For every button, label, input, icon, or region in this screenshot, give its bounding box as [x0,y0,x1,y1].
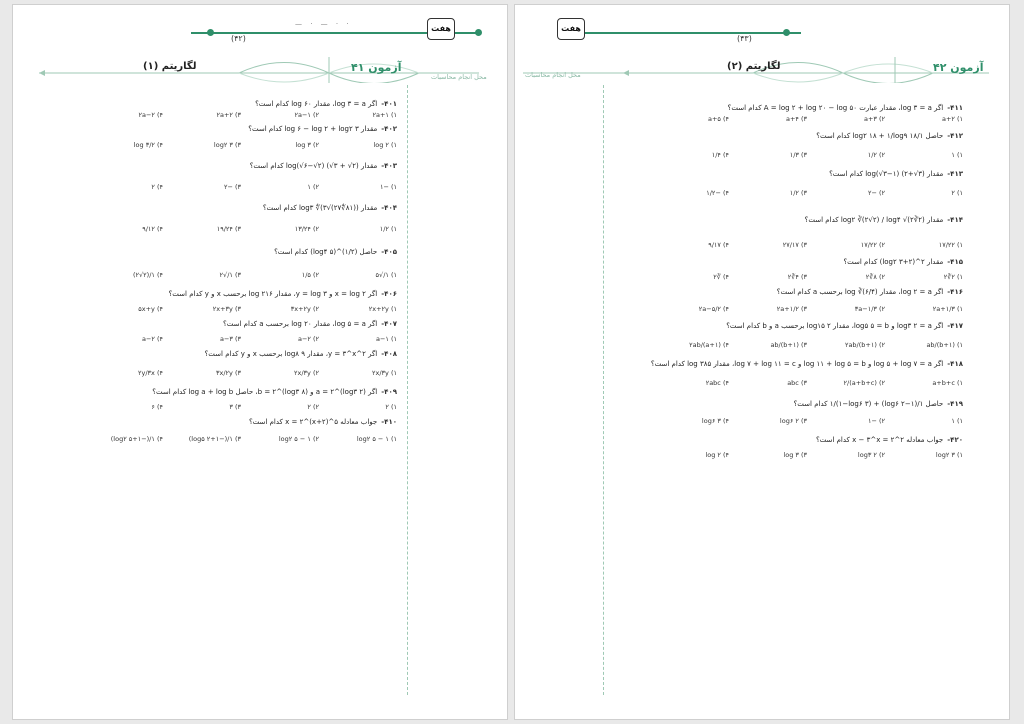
answer-option[interactable]: ۳) ۲a+۱/۲ [776,305,807,313]
answer-option[interactable]: ۳) ۲a+۲ [216,111,241,119]
question-item [85,385,397,411]
answer-option[interactable]: ۳) a+۴ [785,115,807,123]
answer-option[interactable]: ۴) ۶ [151,403,163,411]
answer-option[interactable]: ۴) ۱/(۲√۲) [132,271,163,279]
question-item [85,415,397,443]
answer-option[interactable]: ۱) ۲∛۲ [943,273,963,281]
question-text: جواب معادله ۲^x − ۳^x = ۲ کدام است؟ [815,436,944,444]
question-text: اگر a = ۲^(log۳ ۲) و b = ۲^(log۳ ۸)، حاصل log a + log b کدام است؟ [152,388,378,396]
calc-area-divider [407,85,408,695]
answer-option[interactable]: ۲) ۲−a [297,335,319,343]
answer-option[interactable]: ۱) ۲ [385,403,397,411]
answer-option[interactable]: ۴) ۲a−۲ [138,111,163,119]
answer-option[interactable]: ۴) ∛۲ [713,273,729,281]
right-page [514,4,1010,720]
header-rule [575,32,801,34]
answer-option[interactable]: ۴) a+۵ [707,115,729,123]
question-number: ۴۰۹- [381,388,397,396]
answer-option[interactable]: ۱) ۱ [951,417,963,425]
question-text: حاصل ۱/(۱−log۶ ۲) + ۱/(۱−log۶ ۳) کدام است؟ [793,400,944,408]
answer-option[interactable]: ۳) ۱۹/۲۴ [216,225,241,233]
question-text: اگر log ۲ = a، مقدار log ∛(۶/۴) برحسب a کدام است؟ [776,288,944,296]
question-number: ۴۱۶- [947,288,963,296]
answer-option[interactable]: ۱) a+b+c [932,379,963,387]
answer-option[interactable]: ۱) ۱۷/۲۲ [938,241,963,249]
answer-option[interactable]: ۴) ۵x+y [138,305,163,313]
answer-option[interactable]: ۲) ۲a−۱ [294,111,319,119]
question-number: ۴۰۷- [381,320,397,328]
answer-option[interactable]: ۴) ۱/۴ [711,151,729,159]
calc-area-label: محل انجام محاسبات [431,73,487,81]
answer-option[interactable]: ۱) ۲ [951,189,963,197]
question-number: ۴۱۴- [947,216,963,224]
question-number: ۴۱۹- [947,400,963,408]
question-number: ۴۱۳- [947,170,963,178]
question-item [651,357,963,387]
header-dot [475,29,482,36]
question-text: حاصل (۱/۲)^(log۴ ۵) کدام است؟ [274,248,378,256]
question-item [85,317,397,343]
header-dot [207,29,214,36]
question-item [85,97,397,119]
answer-option[interactable]: ۴) ۲abc [705,379,729,387]
topic-title: لگاریتم (۱) [143,61,197,72]
answer-option[interactable]: ۲) −۲ [867,189,885,197]
exam-title: آزمون ۴۲ [933,61,984,74]
question-text: اگر log ۳ = a، مقدار عبارت A = log ۲ + log ۲۰ − log ۵۰ کدام است؟ [727,104,944,112]
question-item [85,159,397,191]
answer-option[interactable]: ۲) ۱۷/۲۲ [860,241,885,249]
question-number: ۴۰۸- [381,350,397,358]
question-number: ۴۱۵- [947,258,963,266]
answer-option[interactable]: ۲) log۳ ۲ [857,451,885,459]
answer-option[interactable]: ۴) ۲a−۵/۲ [698,305,729,313]
answer-option[interactable]: ۳) log ۳ [783,451,807,459]
answer-option[interactable]: ۴) ۹/۱۲ [142,225,163,233]
answer-option[interactable]: ۱) ab/(b+۱) [926,341,963,349]
header-dot [783,29,790,36]
question-number: ۴۱۰- [381,418,397,426]
question-number: ۴۱۱- [947,104,963,112]
answer-option[interactable]: ۳) ۱/√۲ [219,271,241,279]
answer-option[interactable]: ۲) ۲ab/(b+۱) [844,341,885,349]
exam-title: آزمون ۴۱ [351,61,402,74]
question-item [651,433,963,459]
answer-option[interactable]: ۳) ۲x+۳y [212,305,241,313]
question-item [85,287,397,313]
question-number: ۴۰۳- [381,162,397,170]
calc-area-label: محل انجام محاسبات [525,71,581,79]
answer-option[interactable]: ۱) ۱ [951,151,963,159]
answer-option[interactable]: ۴) log ۳/۲ [133,141,163,149]
answer-option[interactable]: ۲) (a+b+c)/۲ [843,379,885,387]
answer-option[interactable]: ۳) ۴∛۲ [787,273,807,281]
answer-option[interactable]: ۲) ۲ [307,403,319,411]
answer-option[interactable]: ۳) log۶ ۲ [779,417,807,425]
question-item [85,201,397,233]
left-page [12,4,508,720]
answer-option[interactable]: ۱) ۱/۲ [379,225,397,233]
question-text: اگر x = log ۲ و y = log ۳، مقدار log ۲۱۶ برحسب x و y کدام است؟ [168,290,378,298]
page-number: (۴۳) [737,34,752,43]
answer-option[interactable]: ۳) abc [787,379,807,387]
answer-option[interactable]: ۳) log۲ ۳ [213,141,241,149]
answer-option[interactable]: ۴) ۲y/۳x [138,369,163,377]
question-text: اگر log ۵ = a، مقدار log ۲۰ برحسب a کدام است؟ [223,320,378,328]
question-text: مقدار log(√۶−√۲) (√۳ + √۲) کدام است؟ [249,162,378,170]
question-text: مقدار log(√۳−۱) (۲+√۳) کدام است؟ [829,170,944,178]
answer-option[interactable]: ۴) ۹/۱۷ [708,241,729,249]
answer-option[interactable]: ۱) ۲x+۲y [368,305,397,313]
answer-option[interactable]: ۳) ۱/۲ [789,189,807,197]
answer-option[interactable]: ۱) ۲x/۳y [372,369,397,377]
calc-area-divider [603,85,604,695]
answer-option[interactable]: ۴) ۲ [151,183,163,191]
answer-option[interactable]: ۲) ۱ [307,183,319,191]
answer-option[interactable]: ۱) log۲ ۵ − ۱ [356,435,397,443]
section-header-band [39,57,479,83]
answer-option[interactable]: ۳) ۳ [229,403,241,411]
publisher-logo: هفت [427,18,455,40]
question-number: ۴۰۶- [381,290,397,298]
question-text: جواب معادله ۵^x = ۲^(x+۲) کدام است؟ [248,418,378,426]
question-text: مقدار log۲ ∛(۲√۲) / log۴ √(۲∛۲) کدام است؟ [804,216,944,224]
question-text: اگر log ۵ + log ۷ = a و log ۱۱ + log ۵ = b و log ۷ + log ۱۱ = c، مقدار log ۳۸۵ کدام است؟ [650,360,944,368]
answer-option[interactable]: ۲) ۱۳/۲۴ [294,225,319,233]
question-text: مقدار ۲^(۲+log۲ ۳) کدام است؟ [843,258,944,266]
answer-option[interactable]: ۱) log۲ ۳ [935,451,963,459]
question-number: ۴۱۷- [947,322,963,330]
question-number: ۴۰۴- [381,204,397,212]
question-item [651,213,963,249]
answer-option[interactable]: ۲) ۱/۲ [867,151,885,159]
answer-option[interactable]: ۲) ۳x+۲y [290,305,319,313]
question-text: اگر log ۳ = a، مقدار log ۶۰ کدام است؟ [255,100,378,108]
question-item [651,397,963,425]
answer-option[interactable]: ۱) ۲a+۱ [372,111,397,119]
question-item [651,319,963,349]
header-scribble: — · — · · [295,20,352,28]
question-number: ۴۰۲- [381,125,397,133]
answer-option[interactable]: ۳) (b+۱)/ab [770,341,807,349]
answer-option[interactable]: ۴) log ۲ [705,451,729,459]
question-number: ۴۱۸- [947,360,963,368]
answer-option[interactable]: ۴) ۲ab/(a+۱) [689,341,729,349]
question-item [651,255,963,281]
answer-option[interactable]: ۲) ۱/۵ [301,271,319,279]
answer-option[interactable]: ۱) ۲a+۱/۳ [932,305,963,313]
answer-option[interactable]: ۴) log۶ ۳ [701,417,729,425]
question-item [651,129,963,159]
answer-option[interactable]: ۱) −۱ [379,183,397,191]
question-text: اگر ۲^y = ۳^x، مقدار log۸ ۹ برحسب x و y کدام است؟ [204,350,378,358]
answer-option[interactable]: ۴) ۱/(−۱+log۲ ۵) [110,435,163,443]
question-item [651,167,963,197]
answer-option[interactable]: ۱) a+۲ [941,115,963,123]
question-number: ۴۰۱- [381,100,397,108]
wave-ornament-icon [39,57,479,83]
answer-option[interactable]: ۱) log ۲ [373,141,397,149]
answer-option[interactable]: ۳) ۱/۳ [789,151,807,159]
answer-option[interactable]: ۳) ۳−a [219,335,241,343]
answer-option[interactable]: ۲) ۱ − log۲ ۵ [278,435,319,443]
answer-option[interactable]: ۳) ۲۷/۱۷ [782,241,807,249]
page-number: (۴۲) [231,34,246,43]
answer-option[interactable]: ۳) ۳x/۲y [216,369,241,377]
answer-option[interactable]: ۴) −۱/۲ [706,189,729,197]
question-number: ۴۱۲- [947,132,963,140]
answer-option[interactable]: ۲) −۱ [867,417,885,425]
question-number: ۴۲۰- [947,436,963,444]
question-item [85,347,397,377]
answer-option[interactable]: ۲) ۲x/۳y [294,369,319,377]
question-list [85,97,397,446]
question-number: ۴۰۵- [381,248,397,256]
question-item [651,285,963,313]
question-text: مقدار log ۶ − log ۲ + log۲ ۳ کدام است؟ [248,125,378,133]
answer-option[interactable]: ۲) a+۳ [863,115,885,123]
answer-option[interactable]: ۴) ۲−a [141,335,163,343]
question-item [85,122,397,149]
answer-option[interactable]: ۳) −۲ [223,183,241,191]
question-list [651,101,963,462]
publisher-logo: هفت [557,18,585,40]
answer-option[interactable]: ۲) ۸∛۲ [865,273,885,281]
answer-option[interactable]: ۱) ۱−a [375,335,397,343]
question-item [85,245,397,279]
question-text: حاصل ۱/log۲ ۱۸ + ۱/log۹ ۱۸ کدام است؟ [816,132,944,140]
question-text: اگر log۳ ۲ = a و log۵ ۵ = b، مقدار log۱۵ ۲ برحسب a و b کدام است؟ [726,322,944,330]
answer-option[interactable]: ۱) ۱/√۵ [375,271,397,279]
answer-option[interactable]: ۲) ۳a−۱/۳ [854,305,885,313]
answer-option[interactable]: ۲) log ۳ [295,141,319,149]
question-item [651,101,963,123]
topic-title: لگاریتم (۲) [727,61,781,72]
question-text: مقدار log۳ ∜(۳√(۲۷∜۸۱)) کدام است؟ [262,204,378,212]
answer-option[interactable]: ۳) ۱/(−۱+log۵ ۲) [188,435,241,443]
